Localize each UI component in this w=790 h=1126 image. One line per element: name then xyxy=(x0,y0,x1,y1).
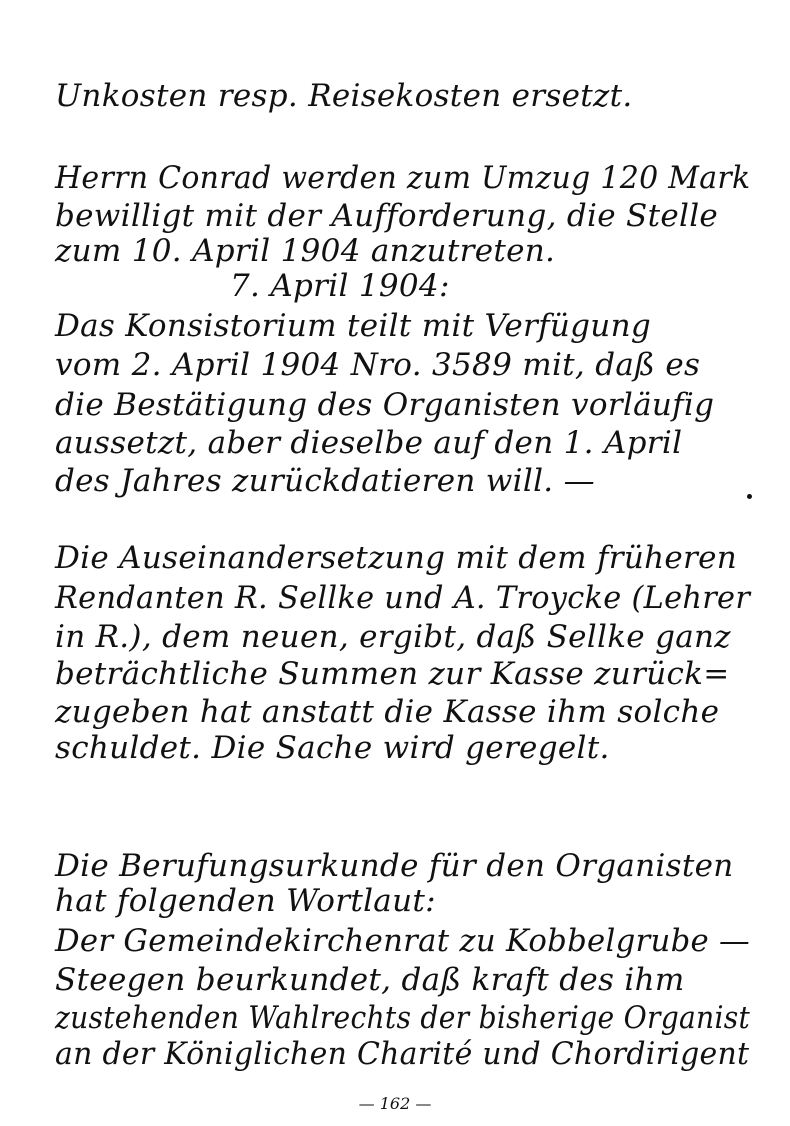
text-line: schuldet. Die Sache wird geregelt. xyxy=(55,730,610,766)
date-heading: 7. April 1904: xyxy=(230,268,450,304)
text-line: Das Konsistorium teilt mit Verfügung xyxy=(55,308,651,344)
ink-dot xyxy=(747,494,752,499)
text-line: zugeben hat anstatt die Kasse ihm solche xyxy=(55,694,720,730)
text-line: zustehenden Wahlrechts der bisherige Organist xyxy=(55,1000,751,1036)
text-line: Die Berufungsurkunde für den Organisten xyxy=(55,848,734,884)
text-line: zum 10. April 1904 anzutreten. xyxy=(55,233,556,269)
text-line: Unkosten resp. Reisekosten ersetzt. xyxy=(55,78,633,114)
text-line: bewilligt mit der Aufforderung, die Stelle xyxy=(55,198,719,234)
text-line: beträchtliche Summen zur Kasse zurück= xyxy=(55,656,730,692)
text-line: hat folgenden Wortlaut: xyxy=(55,883,436,919)
text-line: aussetzt, aber dieselbe auf den 1. April xyxy=(55,425,683,461)
text-line: Der Gemeindekirchenrat zu Kobbelgrube — xyxy=(55,923,751,959)
text-line: des Jahres zurückdatieren will. — xyxy=(55,463,595,499)
text-line: vom 2. April 1904 Nro. 3589 mit, daß es xyxy=(55,347,701,383)
text-line: Herrn Conrad werden zum Umzug 120 Mark xyxy=(55,160,751,196)
text-line: Rendanten R. Sellke und A. Troycke (Lehrer xyxy=(55,580,751,616)
text-line: Die Auseinandersetzung mit dem früheren xyxy=(55,540,738,576)
text-line: die Bestätigung des Organisten vorläufig xyxy=(55,387,715,423)
text-line: in R.), dem neuen, ergibt, daß Sellke ganz xyxy=(55,619,731,655)
text-line: an der Königlichen Charité und Chordirigent xyxy=(55,1036,750,1072)
text-line: Steegen beurkundet, daß kraft des ihm xyxy=(55,962,685,998)
page-number: — 162 — xyxy=(358,1094,432,1113)
